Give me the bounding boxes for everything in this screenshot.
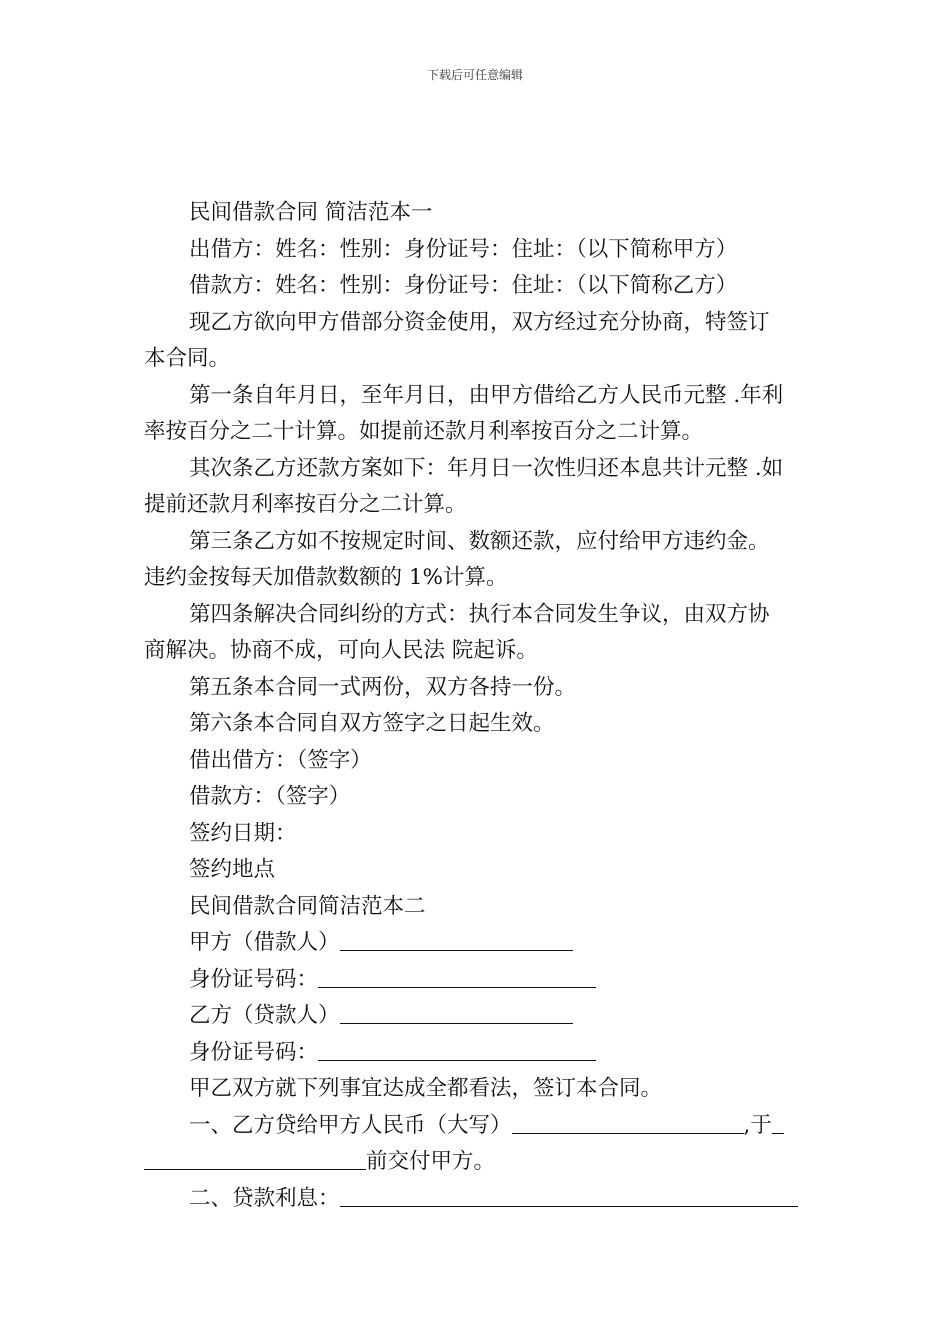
- article-3-line-2: 违约金按每天加借款数额的 1%计算。: [144, 565, 508, 590]
- item-2-label: 二、贷款利息：: [189, 1185, 340, 1211]
- article-6: 第六条本合同自双方签字之日起生效。: [189, 711, 555, 736]
- intro-line-2: 本合同。: [144, 346, 231, 371]
- article-1: [144, 378, 809, 451]
- item-1: [144, 1108, 809, 1181]
- item-1-date-blank: [144, 1147, 366, 1170]
- item-2-interest-blank: [340, 1184, 798, 1207]
- lender-signature-line: 借出借方：（签字）: [189, 747, 372, 773]
- contract-title-1: 民间借款合同 简洁范本一: [189, 200, 433, 225]
- item-1-line-1: [144, 1108, 809, 1145]
- lender-info-line: 出借方：姓名：性别：身份证号：住址：（以下简称甲方）: [189, 236, 738, 262]
- borrower-signature-line: 借款方：（签字）: [189, 784, 351, 809]
- item-2-line: [144, 1181, 809, 1218]
- article-2-line-2: 提前还款月利率按百分之二计算。: [144, 492, 467, 517]
- party-b-line: [144, 998, 809, 1035]
- item-1-amount-blank: [512, 1111, 744, 1134]
- party-b-id-blank: [318, 1038, 596, 1061]
- page-header-note: 下载后可任意编辑: [426, 68, 523, 82]
- article-5: 第五条本合同一式两份，双方各持一份。: [189, 674, 577, 700]
- article-4-line-2: 商解决。协商不成，可向人民法 院起诉。: [144, 638, 538, 663]
- item-1-date-blank-start: [772, 1111, 784, 1134]
- party-b-blank: [340, 1001, 573, 1024]
- party-a-line: [144, 925, 809, 962]
- item-1-line-2: [144, 1144, 809, 1181]
- signing-date-line: 签约日期：: [189, 820, 297, 846]
- article-1-line-1: 第一条自年月日，至年月日，由甲方借给乙方人民币元整 .年利: [189, 382, 784, 408]
- article-2-line-1: 其次条乙方还款方案如下：年月日一次性归还本息共计元整 .如: [189, 455, 784, 481]
- party-a-label: 甲方（借款人）: [189, 930, 340, 955]
- item-1-separator: ,于: [743, 1112, 772, 1138]
- party-a-blank: [340, 928, 573, 951]
- borrower-info-line: 借款方：姓名：性别：身份证号：住址：（以下简称乙方）: [189, 273, 738, 298]
- article-4-line-1: 第四条解决合同纠纷的方式：执行本合同发生争议，由双方协: [189, 601, 770, 627]
- party-b-label: 乙方（贷款人）: [189, 1003, 340, 1028]
- document-body: [144, 195, 809, 1217]
- intro-line-1: 现乙方欲向甲方借部分资金使用，双方经过充分协商，特签订: [189, 309, 770, 335]
- article-1-line-2: 率按百分之二十计算。如提前还款月利率按百分之二计算。: [144, 419, 704, 444]
- party-b-id-line: [144, 1035, 809, 1072]
- article-2: [144, 451, 809, 524]
- party-b-id-label: 身份证号码：: [189, 1039, 319, 1065]
- intro-paragraph: [144, 305, 809, 378]
- signing-place-line: 签约地点: [189, 857, 276, 882]
- contract-title-2: 民间借款合同简洁范本二: [189, 893, 426, 919]
- agreement-line: 甲乙双方就下列事宜达成全都看法，签订本合同。: [189, 1076, 663, 1101]
- article-4: [144, 597, 809, 670]
- party-a-id-blank: [318, 965, 596, 988]
- article-3-line-1: 第三条乙方如不按规定时间、数额还款，应付给甲方违约金。: [189, 528, 770, 554]
- item-1-label: 一、乙方贷给甲方人民币（大写）: [189, 1112, 512, 1138]
- article-3: [144, 524, 809, 597]
- item-1-suffix: 前交付甲方。: [366, 1149, 496, 1174]
- party-a-id-label: 身份证号码：: [189, 966, 319, 992]
- party-a-id-line: [144, 962, 809, 999]
